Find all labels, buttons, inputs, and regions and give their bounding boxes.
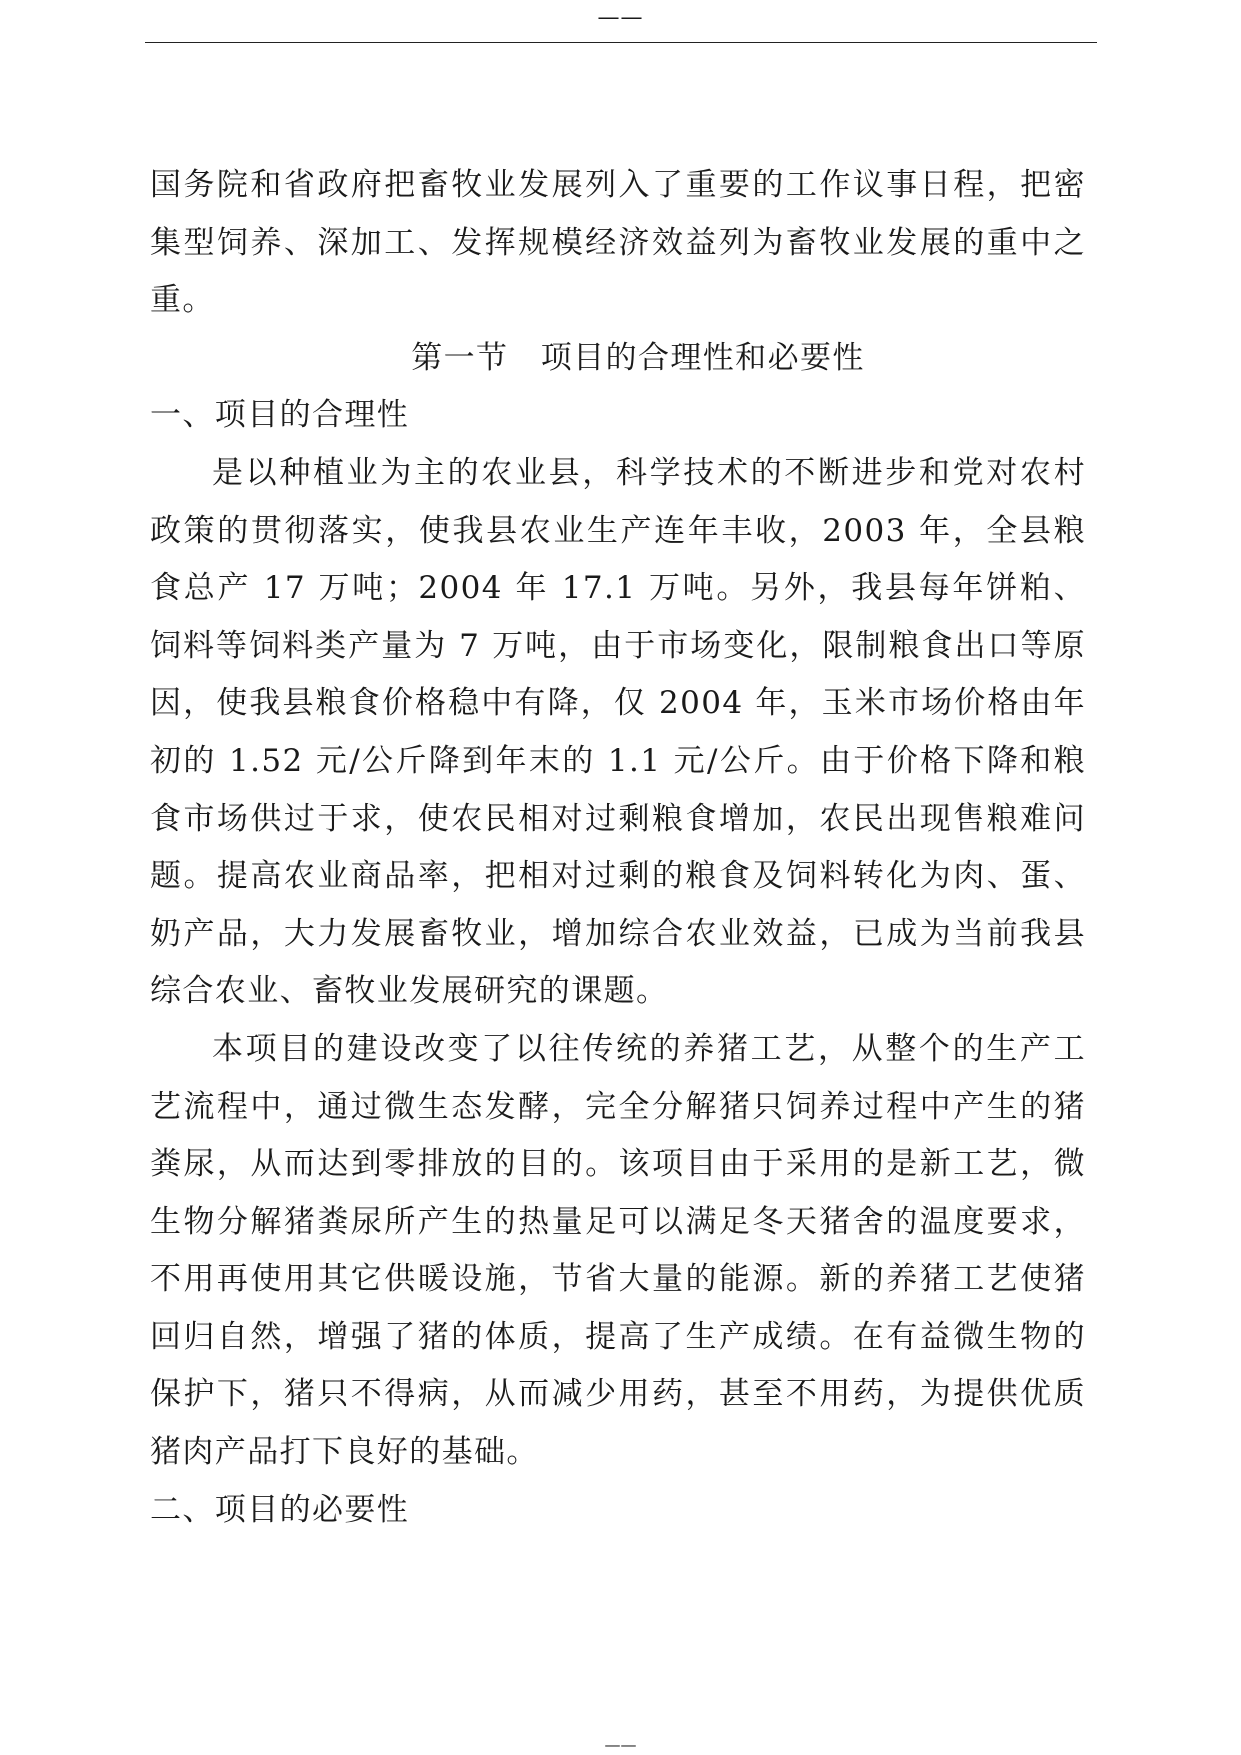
section-title: 第一节 项目的合理性和必要性 bbox=[411, 339, 865, 376]
subsection-1-title: 一、项目的合理性 bbox=[150, 397, 410, 434]
page-header-mark: —— bbox=[597, 5, 644, 30]
paragraph-rationality: 是以种植业为主的农业县，科学技术的不断进步和党对农村政策的贯彻落实，使我县农业生产连年丰收，2003 年，全县粮食总产 17 万吨；2004 年 17.1 万吨。另外，我县每年饼粕、饲料等饲料类产量为 7 万吨，由于市场变化，限制粮食出口等原因，使我县粮食价格稳中有降，仅 2004 年，玉米市场价格由年初的 1.52 元/公斤降到年末的 1.1 元/公斤。由于价格下降和粮食市场供过于求，使农民相对过剩粮食增加，农民出现售粮难问题。提高农业商品率，把相对过剩的粮食及饲料转化为肉、蛋、奶产品，大力发展畜牧业，增加综合农业效益，已成为当前我县综合农业、畜牧业发展研究的课题。 bbox=[150, 454, 1086, 1010]
document-body bbox=[150, 157, 1086, 1539]
header-divider bbox=[145, 42, 1097, 43]
intro-paragraph: 国务院和省政府把畜牧业发展列入了重要的工作议事日程，把密集型饲养、深加工、发挥规模经济效益列为畜牧业发展的重中之重。 bbox=[150, 167, 1086, 319]
paragraph-process: 本项目的建设改变了以往传统的养猪工艺，从整个的生产工艺流程中，通过微生态发酵，完全分解猪只饲养过程中产生的猪粪尿，从而达到零排放的目的。该项目由于采用的是新工艺，微生物分解猪粪尿所产生的热量足可以满足冬天猪舍的温度要求，不用再使用其它供暖设施，节省大量的能源。新的养猪工艺使猪回归自然，增强了猪的体质，提高了生产成绩。在有益微生物的保护下，猪只不得病，从而减少用药，甚至不用药，为提供优质猪肉产品打下良好的基础。 bbox=[150, 1030, 1086, 1471]
subsection-2-title: 二、项目的必要性 bbox=[150, 1491, 410, 1528]
page-footer-mark: —— bbox=[604, 1735, 637, 1754]
